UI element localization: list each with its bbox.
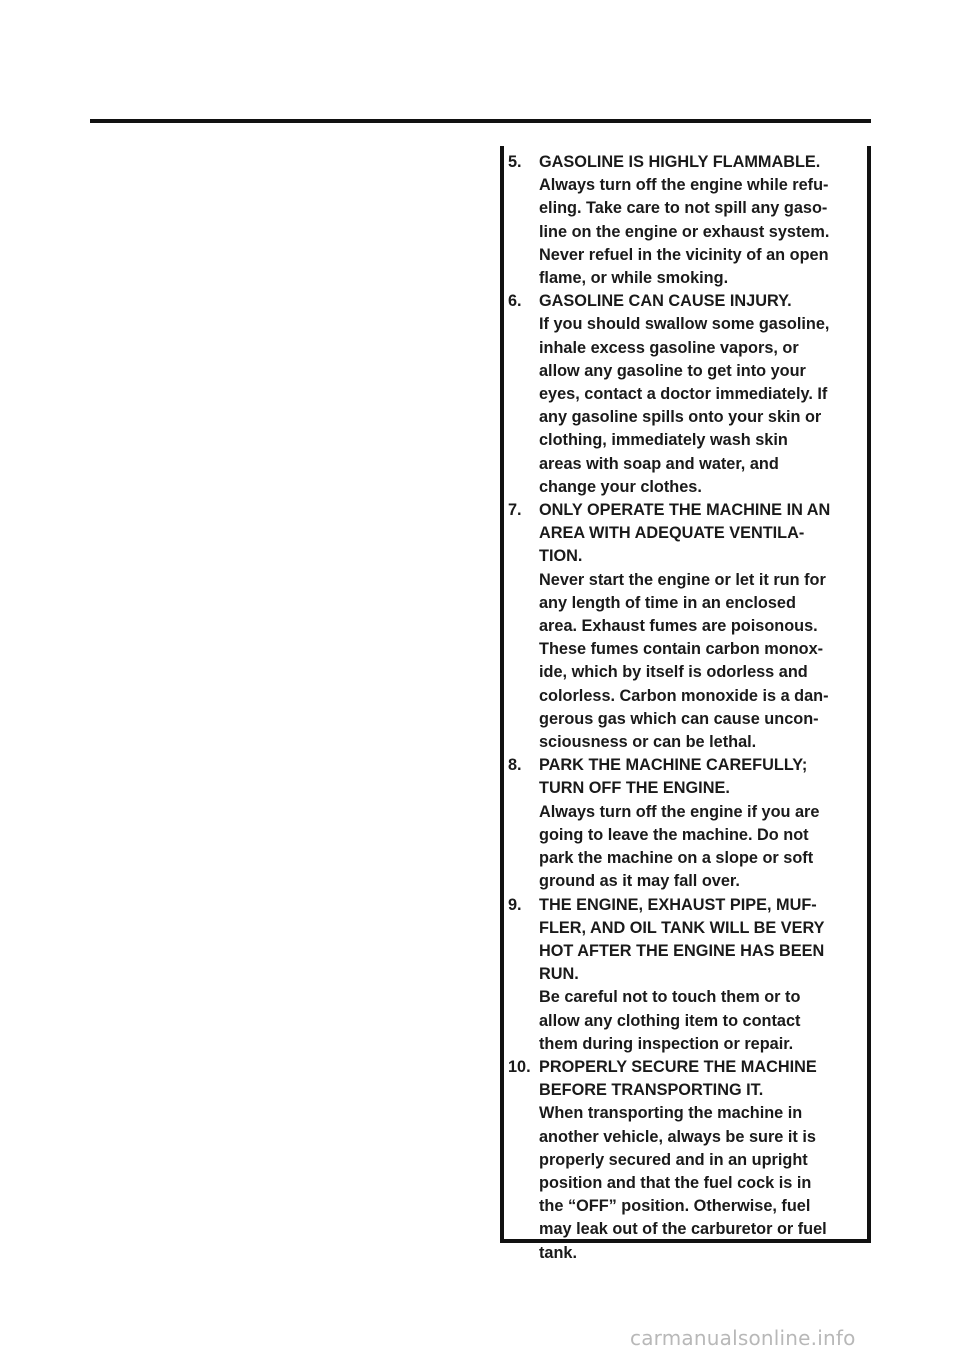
- warning-line: allow any gasoline to get into your: [539, 361, 806, 380]
- warning-item: [508, 1056, 858, 1265]
- warning-text: [539, 894, 858, 1056]
- warning-list: [508, 151, 858, 1265]
- warning-line: allow any clothing item to contact: [539, 1011, 801, 1030]
- header-rule: [90, 119, 871, 123]
- warning-line: HOT AFTER THE ENGINE HAS BEEN: [539, 941, 825, 960]
- warning-item: [508, 290, 858, 499]
- warning-line: TURN OFF THE ENGINE.: [539, 779, 730, 798]
- warning-item: [508, 499, 858, 754]
- warning-line: If you should swallow some gasoline,: [539, 315, 830, 334]
- warning-line: Never start the engine or let it run for: [539, 570, 826, 589]
- warning-line: GASOLINE IS HIGHLY FLAMMABLE.: [539, 153, 821, 171]
- warning-item: [508, 754, 858, 893]
- warning-text: [539, 754, 858, 893]
- warning-line: ground as it may fall over.: [539, 872, 740, 891]
- warning-line: areas with soap and water, and: [539, 454, 779, 473]
- warning-number: 10.: [508, 1057, 531, 1076]
- warning-line: FLER, AND OIL TANK WILL BE VERY: [539, 918, 825, 937]
- warning-line: TION.: [539, 547, 583, 566]
- warning-line: These fumes contain carbon monox-: [539, 640, 824, 659]
- warning-line: gerous gas which can cause uncon-: [539, 709, 819, 728]
- warning-text: [539, 1056, 858, 1265]
- warning-text: [539, 290, 858, 499]
- warning-line: PARK THE MACHINE CAREFULLY;: [539, 756, 808, 775]
- warning-line: another vehicle, always be sure it is: [539, 1127, 816, 1146]
- warning-line: them during inspection or repair.: [539, 1034, 794, 1053]
- warning-line: RUN.: [539, 965, 579, 984]
- warning-line: clothing, immediately wash skin: [539, 431, 788, 450]
- warning-line: tank.: [539, 1243, 578, 1262]
- warning-line: change your clothes.: [539, 477, 702, 496]
- warning-line: Always turn off the engine while refu-: [539, 176, 829, 195]
- warning-line: eyes, contact a doctor immediately. If: [539, 385, 828, 404]
- warning-number: 7.: [508, 501, 522, 520]
- warning-line: sciousness or can be lethal.: [539, 733, 757, 752]
- warning-line: may leak out of the carburetor or fuel: [539, 1220, 827, 1239]
- warning-line: properly secured and in an upright: [539, 1150, 808, 1169]
- warning-line: the “OFF” position. Otherwise, fuel: [539, 1197, 811, 1216]
- watermark: carmanualsonline.info: [630, 1326, 856, 1350]
- warning-number: 5.: [508, 153, 522, 171]
- warning-line: THE ENGINE, EXHAUST PIPE, MUF-: [539, 895, 817, 914]
- warning-line: BEFORE TRANSPORTING IT.: [539, 1081, 764, 1100]
- warning-text: [539, 499, 858, 754]
- warning-line: inhale excess gasoline vapors, or: [539, 338, 799, 357]
- warning-line: park the machine on a slope or soft: [539, 849, 814, 868]
- warning-line: colorless. Carbon monoxide is a dan-: [539, 686, 829, 705]
- warning-line: ide, which by itself is odorless and: [539, 663, 808, 682]
- warning-line: going to leave the machine. Do not: [539, 825, 809, 844]
- warning-item: [508, 894, 858, 1056]
- warning-text: [539, 151, 858, 290]
- warning-line: AREA WITH ADEQUATE VENTILA-: [539, 524, 805, 543]
- warning-line: line on the engine or exhaust system.: [539, 222, 830, 241]
- warning-line: flame, or while smoking.: [539, 269, 729, 288]
- warning-line: area. Exhaust fumes are poisonous.: [539, 617, 818, 636]
- warning-number: 8.: [508, 756, 522, 775]
- warning-line: Never refuel in the vicinity of an open: [539, 245, 829, 264]
- warning-line: any gasoline spills onto your skin or: [539, 408, 822, 427]
- warning-line: any length of time in an enclosed: [539, 593, 796, 612]
- warning-item: [508, 151, 858, 290]
- warning-line: position and that the fuel cock is in: [539, 1173, 812, 1192]
- warning-line: eling. Take care to not spill any gaso-: [539, 199, 828, 218]
- warning-line: Be careful not to touch them or to: [539, 988, 801, 1007]
- warning-number: 9.: [508, 895, 522, 914]
- warning-number: 6.: [508, 292, 522, 311]
- warning-line: ONLY OPERATE THE MACHINE IN AN: [539, 501, 831, 520]
- warning-line: PROPERLY SECURE THE MACHINE: [539, 1057, 817, 1076]
- warning-line: When transporting the machine in: [539, 1104, 803, 1123]
- warning-line: Always turn off the engine if you are: [539, 802, 820, 821]
- warning-line: GASOLINE CAN CAUSE INJURY.: [539, 292, 792, 311]
